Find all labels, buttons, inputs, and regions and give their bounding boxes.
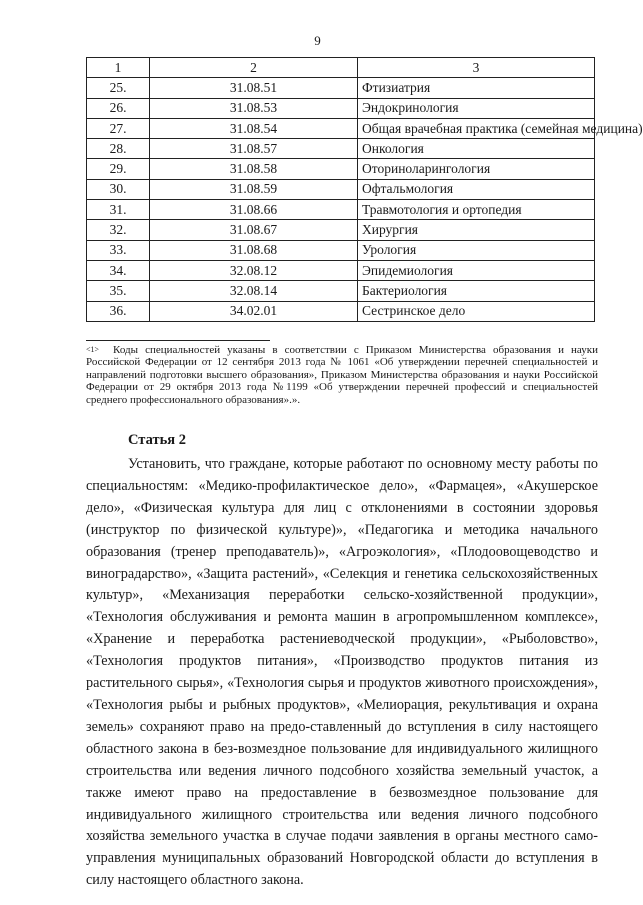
table-row xyxy=(87,98,595,118)
specialty-code-cell: 31.08.68 xyxy=(150,240,358,260)
row-number-cell: 25. xyxy=(87,78,150,98)
specialty-name-cell: Травмотология и ортопедия xyxy=(358,200,595,220)
specialty-code-cell: 31.08.53 xyxy=(150,98,358,118)
specialty-code-cell: 31.08.51 xyxy=(150,78,358,98)
table-row xyxy=(87,260,595,280)
specialty-name-cell: Фтизиатрия xyxy=(358,78,595,98)
page-number: 9 xyxy=(314,33,321,48)
specialty-code-cell: 31.08.59 xyxy=(150,179,358,199)
specialty-code-cell: 32.08.12 xyxy=(150,260,358,280)
specialty-code-cell: 31.08.54 xyxy=(150,118,358,138)
table-header-row xyxy=(87,58,595,78)
row-number-cell: 33. xyxy=(87,240,150,260)
specialties-table xyxy=(86,57,643,322)
row-number-cell: 28. xyxy=(87,139,150,159)
table-header-cell: 2 xyxy=(150,58,358,78)
table-row xyxy=(87,179,595,199)
row-number-cell: 36. xyxy=(87,301,150,321)
row-number-cell: 35. xyxy=(87,281,150,301)
specialty-name-cell: Сестринское дело xyxy=(358,301,595,321)
footnote-marker: <1> xyxy=(86,345,100,354)
footnote-text: Коды специальностей указаны в соответствии с Приказом Министерства образования и науки Российской Федерации от 12 сентября 2013 года № 1061 «Об утверждении перечней специальностей и направлений подготовки высшего образования», Приказом Министерства образования и науки Российской Федерации от 29 октября 2013 года №1199 «Об утверждении перечней профессий и специальностей среднего профессионального образования».». xyxy=(86,344,598,406)
table-row xyxy=(87,281,595,301)
specialty-name-cell: Урология xyxy=(358,240,595,260)
table-header-cell: 3 xyxy=(358,58,595,78)
table-row xyxy=(87,301,595,321)
table-row xyxy=(87,78,595,98)
article-heading: Статья 2 xyxy=(128,432,186,448)
row-number-cell: 26. xyxy=(87,98,150,118)
specialty-name-cell: Общая врачебная практика (семейная медицина) xyxy=(358,118,595,138)
specialty-code-cell: 34.02.01 xyxy=(150,301,358,321)
article-paragraph: Установить, что граждане, которые работают по основному месту работы по специальностям: «Медико-профилактическое дело», «Фармацея», «Акушерское дело», «Физическая культура для лиц с отклонениями в состоянии здоровья (инструктор по физической культуре)», «Педагогика и методика начального образования (тренер преподаватель)», «Агроэкология», «Плодоовощеводство и виноградарство», «Защита растений», «Селекция и генетика сельскохозяйственных культур», «Механизация переработки сельско-хозяйственной продукции», «Технология обслуживания и ремонта машин в агропромышленном комплексе», «Хранение и переработка растениеводческой продукции», «Рыболовство», «Технология продуктов питания», «Производство продуктов питания из растительного сырья», «Технология сырья и продуктов животного происхождения», «Технология рыбы и рыбных продуктов», «Мелиорация, рекультивация и охрана земель» сохраняют право на предо-ставленный до вступления в силу настоящего областного закона в без-возмездное пользование для индивидуального жилищного строительства или ведения личного подсобного хозяйства земельный участок, а также имеют право на предоставление в безвозмездное пользование для индивидуального жилищного строительства или ведения личного подсобного хозяйства земельного участка в случае подачи заявления в органы местного само-управления муниципальных образований Новгородской области до вступления в силу настоящего областного закона. xyxy=(86,456,598,889)
footnote-separator xyxy=(86,340,270,341)
row-number-cell: 29. xyxy=(87,159,150,179)
specialty-name-cell: Хирургия xyxy=(358,220,595,240)
row-number-cell: 34. xyxy=(87,260,150,280)
table-header-cell: 1 xyxy=(87,58,150,78)
specialty-name-cell: Эпидемиология xyxy=(358,260,595,280)
specialty-name-cell: Онкология xyxy=(358,139,595,159)
table-row xyxy=(87,118,595,138)
row-number-cell: 30. xyxy=(87,179,150,199)
footnote xyxy=(86,344,598,406)
specialty-name-cell: Бактериология xyxy=(358,281,595,301)
specialty-code-cell: 31.08.67 xyxy=(150,220,358,240)
row-number-cell: 27. xyxy=(87,118,150,138)
table-row xyxy=(87,220,595,240)
table-row xyxy=(87,139,595,159)
table-row xyxy=(87,159,595,179)
specialty-name-cell: Офтальмология xyxy=(358,179,595,199)
table-row xyxy=(87,200,595,220)
table-row xyxy=(87,240,595,260)
row-number-cell: 31. xyxy=(87,200,150,220)
specialty-code-cell: 32.08.14 xyxy=(150,281,358,301)
specialty-code-cell: 31.08.57 xyxy=(150,139,358,159)
specialty-code-cell: 31.08.58 xyxy=(150,159,358,179)
specialty-name-cell: Оториноларингология xyxy=(358,159,595,179)
specialty-name-cell: Эндокринология xyxy=(358,98,595,118)
table-body xyxy=(87,78,643,322)
specialty-code-cell: 31.08.66 xyxy=(150,200,358,220)
row-number-cell: 32. xyxy=(87,220,150,240)
